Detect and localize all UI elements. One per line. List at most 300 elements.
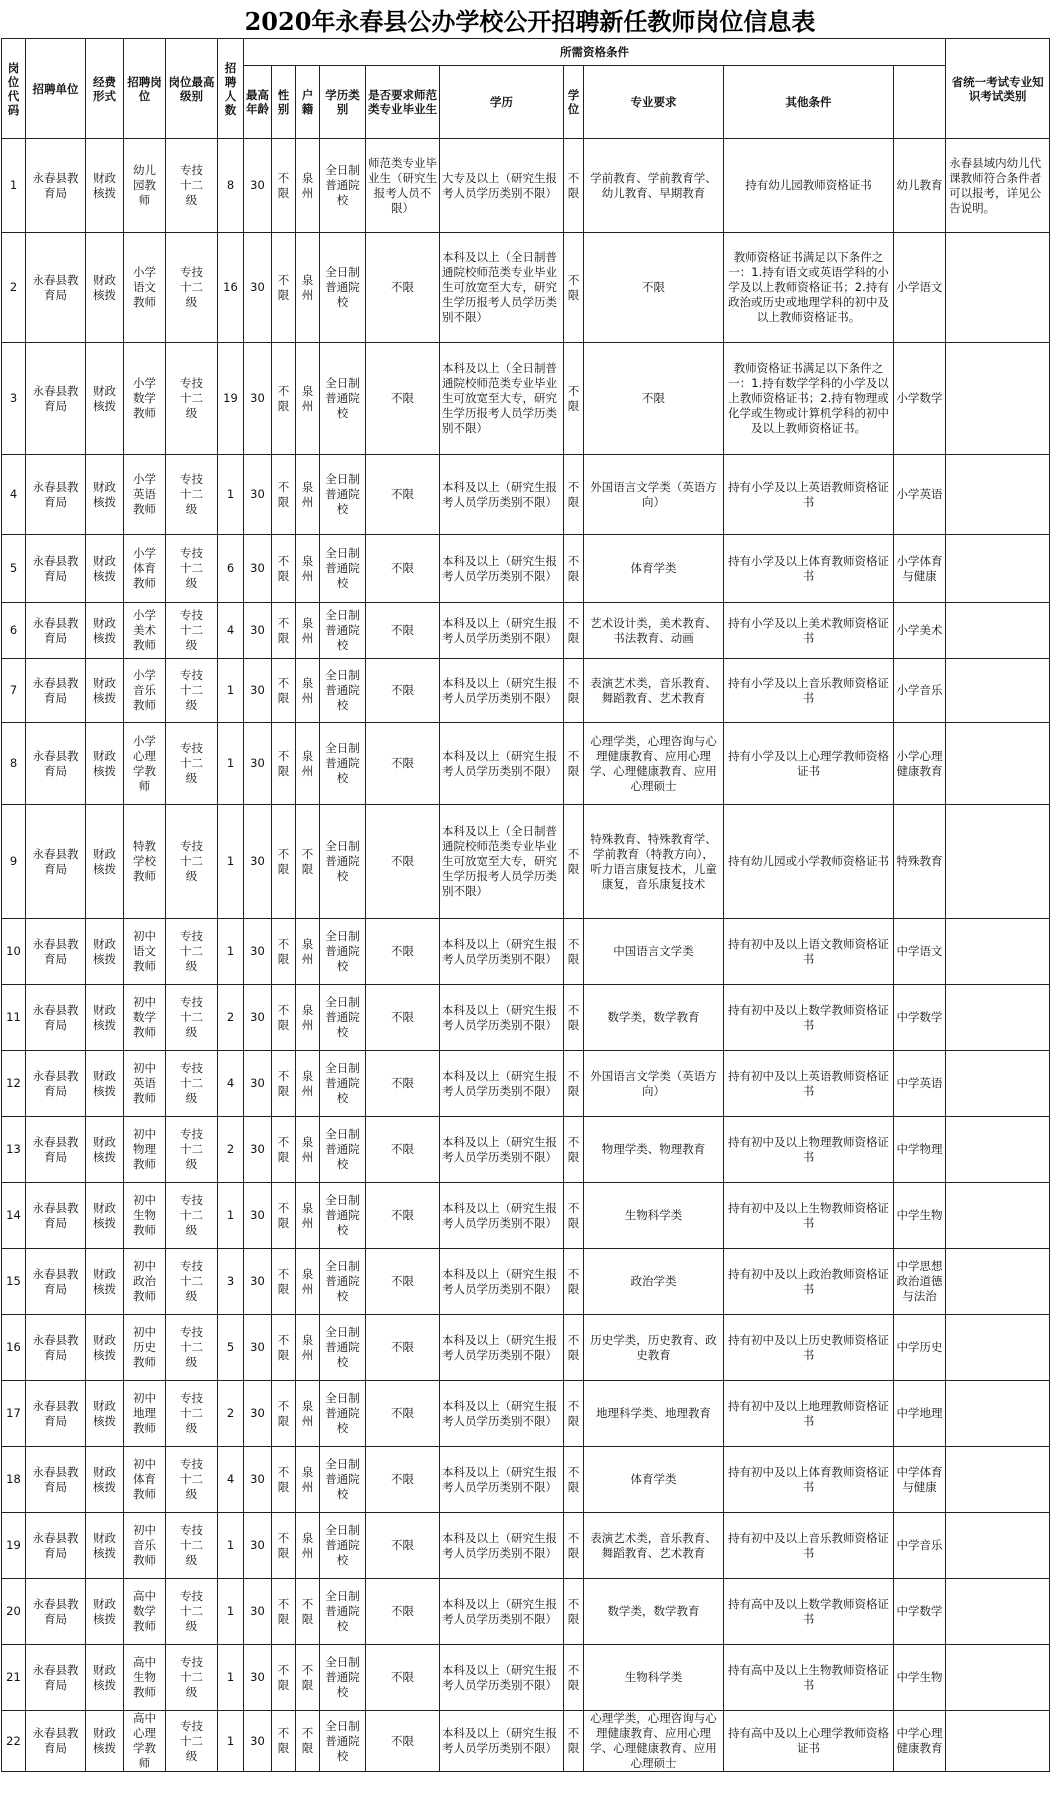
education-cell: 本科及以上（研究生报考人员学历类别不限） [440, 1579, 564, 1645]
post-cell: 小学美术教师 [124, 603, 166, 659]
exam-category-cell: 小学数学 [894, 343, 946, 455]
degree-cell: 不限 [564, 603, 584, 659]
degree-cell: 不限 [564, 805, 584, 919]
exam-category-cell: 小学音乐 [894, 659, 946, 723]
funding-cell: 财政核拨 [86, 723, 124, 805]
major-cell: 心理学类，心理咨询与心理健康教育、应用心理学、心理健康教育、应用心理硕士 [584, 1711, 724, 1772]
post-code-cell: 15 [2, 1249, 26, 1315]
hukou-cell: 泉州 [296, 985, 320, 1051]
count-cell: 2 [218, 1117, 244, 1183]
normal-school-cell: 师范类专业毕业生（研究生报考人员不限） [366, 139, 440, 233]
normal-school-cell: 不限 [366, 1513, 440, 1579]
education-cell: 本科及以上（研究生报考人员学历类别不限） [440, 603, 564, 659]
education-cell: 本科及以上（研究生报考人员学历类别不限） [440, 535, 564, 603]
unit-cell: 永春县教育局 [26, 1051, 86, 1117]
hukou-cell: 泉州 [296, 1315, 320, 1381]
hukou-cell: 泉州 [296, 723, 320, 805]
gender-cell: 不限 [272, 1579, 296, 1645]
count-cell: 1 [218, 1183, 244, 1249]
edu-type-cell: 全日制普通院校 [320, 1711, 366, 1772]
max-age-cell: 30 [244, 1579, 272, 1645]
edu-type-cell: 全日制普通院校 [320, 1579, 366, 1645]
post-code-cell: 19 [2, 1513, 26, 1579]
max-age-cell: 30 [244, 1513, 272, 1579]
max-age-cell: 30 [244, 1183, 272, 1249]
major-cell: 体育学类 [584, 535, 724, 603]
normal-school-cell: 不限 [366, 1579, 440, 1645]
unit-cell: 永春县教育局 [26, 919, 86, 985]
funding-cell: 财政核拨 [86, 1183, 124, 1249]
table-row [2, 1711, 1050, 1772]
normal-school-cell: 不限 [366, 723, 440, 805]
unit-cell: 永春县教育局 [26, 1249, 86, 1315]
count-cell: 1 [218, 919, 244, 985]
max-age-cell: 30 [244, 1381, 272, 1447]
edu-type-cell: 全日制普通院校 [320, 535, 366, 603]
gender-cell: 不限 [272, 1249, 296, 1315]
level-cell: 专技十二级 [166, 1183, 218, 1249]
edu-type-cell: 全日制普通院校 [320, 919, 366, 985]
level-cell: 专技十二级 [166, 1117, 218, 1183]
education-cell: 本科及以上（全日制普通院校师范类专业毕业生可放宽至大专，研究生学历报考人员学历类别不限） [440, 233, 564, 343]
education-cell: 本科及以上（全日制普通院校师范类专业毕业生可放宽至大专，研究生学历报考人员学历类别不限） [440, 805, 564, 919]
exam-category-cell: 中学心理健康教育 [894, 1711, 946, 1772]
edu-type-cell: 全日制普通院校 [320, 1051, 366, 1117]
normal-school-cell: 不限 [366, 1249, 440, 1315]
normal-school-cell: 不限 [366, 1711, 440, 1772]
other-conditions-cell: 持有初中及以上音乐教师资格证书 [724, 1513, 894, 1579]
header-gender: 性别 [272, 66, 296, 139]
header-unit: 招聘单位 [26, 39, 86, 139]
level-cell: 专技十二级 [166, 139, 218, 233]
max-age-cell: 30 [244, 233, 272, 343]
exam-category-cell: 中学语文 [894, 919, 946, 985]
edu-type-cell: 全日制普通院校 [320, 1381, 366, 1447]
gender-cell: 不限 [272, 659, 296, 723]
recruitment-table [1, 38, 1050, 1772]
funding-cell: 财政核拨 [86, 233, 124, 343]
table-row [2, 1447, 1050, 1513]
degree-cell: 不限 [564, 723, 584, 805]
edu-type-cell: 全日制普通院校 [320, 723, 366, 805]
edu-type-cell: 全日制普通院校 [320, 985, 366, 1051]
remarks-cell [946, 535, 1050, 603]
other-conditions-cell: 持有小学及以上美术教师资格证书 [724, 603, 894, 659]
gender-cell: 不限 [272, 455, 296, 535]
level-cell: 专技十二级 [166, 919, 218, 985]
education-cell: 本科及以上（研究生报考人员学历类别不限） [440, 1381, 564, 1447]
funding-cell: 财政核拨 [86, 1117, 124, 1183]
funding-cell: 财政核拨 [86, 1447, 124, 1513]
normal-school-cell: 不限 [366, 1051, 440, 1117]
post-code-cell: 7 [2, 659, 26, 723]
hukou-cell: 泉州 [296, 1381, 320, 1447]
major-cell: 数学类，数学教育 [584, 1579, 724, 1645]
table-row [2, 139, 1050, 233]
remarks-cell [946, 985, 1050, 1051]
count-cell: 5 [218, 1315, 244, 1381]
remarks-cell [946, 343, 1050, 455]
other-conditions-cell: 持有初中及以上数学教师资格证书 [724, 985, 894, 1051]
remarks-cell [946, 603, 1050, 659]
table-row [2, 455, 1050, 535]
gender-cell: 不限 [272, 1447, 296, 1513]
hukou-cell: 泉州 [296, 1051, 320, 1117]
exam-category-cell: 中学历史 [894, 1315, 946, 1381]
degree-cell: 不限 [564, 1447, 584, 1513]
level-cell: 专技十二级 [166, 535, 218, 603]
exam-category-cell: 中学体育与健康 [894, 1447, 946, 1513]
unit-cell: 永春县教育局 [26, 1645, 86, 1711]
edu-type-cell: 全日制普通院校 [320, 1183, 366, 1249]
max-age-cell: 30 [244, 1117, 272, 1183]
max-age-cell: 30 [244, 603, 272, 659]
count-cell: 4 [218, 603, 244, 659]
edu-type-cell: 全日制普通院校 [320, 1117, 366, 1183]
post-cell: 高中生物教师 [124, 1645, 166, 1711]
unit-cell: 永春县教育局 [26, 233, 86, 343]
normal-school-cell: 不限 [366, 1381, 440, 1447]
gender-cell: 不限 [272, 805, 296, 919]
post-code-cell: 16 [2, 1315, 26, 1381]
edu-type-cell: 全日制普通院校 [320, 805, 366, 919]
funding-cell: 财政核拨 [86, 985, 124, 1051]
post-code-cell: 9 [2, 805, 26, 919]
major-cell: 地理科学类、地理教育 [584, 1381, 724, 1447]
level-cell: 专技十二级 [166, 1249, 218, 1315]
edu-type-cell: 全日制普通院校 [320, 233, 366, 343]
post-code-cell: 17 [2, 1381, 26, 1447]
edu-type-cell: 全日制普通院校 [320, 603, 366, 659]
document-title: 2020年永春县公办学校公开招聘新任教师岗位信息表 [244, 7, 816, 36]
table-row [2, 1315, 1050, 1381]
table-row [2, 805, 1050, 919]
hukou-cell: 泉州 [296, 603, 320, 659]
exam-category-cell: 中学数学 [894, 985, 946, 1051]
exam-category-cell: 小学美术 [894, 603, 946, 659]
degree-cell: 不限 [564, 1381, 584, 1447]
max-age-cell: 30 [244, 1711, 272, 1772]
table-row [2, 1381, 1050, 1447]
level-cell: 专技十二级 [166, 1513, 218, 1579]
edu-type-cell: 全日制普通院校 [320, 1315, 366, 1381]
level-cell: 专技十二级 [166, 455, 218, 535]
degree-cell: 不限 [564, 1513, 584, 1579]
count-cell: 2 [218, 1381, 244, 1447]
max-age-cell: 30 [244, 805, 272, 919]
funding-cell: 财政核拨 [86, 1051, 124, 1117]
max-age-cell: 30 [244, 985, 272, 1051]
other-conditions-cell: 持有初中及以上体育教师资格证书 [724, 1447, 894, 1513]
funding-cell: 财政核拨 [86, 1315, 124, 1381]
normal-school-cell: 不限 [366, 1315, 440, 1381]
post-cell: 高中数学教师 [124, 1579, 166, 1645]
post-cell: 高中心理学教师 [124, 1711, 166, 1772]
other-conditions-cell: 持有初中及以上语文教师资格证书 [724, 919, 894, 985]
post-cell: 初中体育教师 [124, 1447, 166, 1513]
remarks-cell [946, 1381, 1050, 1447]
major-cell: 物理学类、物理教育 [584, 1117, 724, 1183]
remarks-cell [946, 659, 1050, 723]
gender-cell: 不限 [272, 985, 296, 1051]
unit-cell: 永春县教育局 [26, 723, 86, 805]
count-cell: 1 [218, 723, 244, 805]
edu-type-cell: 全日制普通院校 [320, 659, 366, 723]
remarks-cell [946, 1183, 1050, 1249]
other-conditions-cell: 教师资格证书满足以下条件之一：1.持有数学学科的小学及以上教师资格证书；2.持有物理或化学或生物或计算机学科的初中及以上教师资格证书。 [724, 343, 894, 455]
education-cell: 本科及以上（研究生报考人员学历类别不限） [440, 919, 564, 985]
education-cell: 本科及以上（研究生报考人员学历类别不限） [440, 1447, 564, 1513]
major-cell: 生物科学类 [584, 1645, 724, 1711]
major-cell: 不限 [584, 343, 724, 455]
hukou-cell: 泉州 [296, 139, 320, 233]
normal-school-cell: 不限 [366, 985, 440, 1051]
post-code-cell: 22 [2, 1711, 26, 1772]
exam-category-cell: 小学英语 [894, 455, 946, 535]
post-code-cell: 1 [2, 139, 26, 233]
degree-cell: 不限 [564, 343, 584, 455]
header-max-age: 最高年龄 [244, 66, 272, 139]
edu-type-cell: 全日制普通院校 [320, 1645, 366, 1711]
level-cell: 专技十二级 [166, 343, 218, 455]
post-cell: 初中语文教师 [124, 919, 166, 985]
hukou-cell: 不限 [296, 1579, 320, 1645]
unit-cell: 永春县教育局 [26, 1447, 86, 1513]
post-code-cell: 13 [2, 1117, 26, 1183]
exam-category-cell: 中学英语 [894, 1051, 946, 1117]
hukou-cell: 泉州 [296, 1117, 320, 1183]
exam-category-cell: 中学生物 [894, 1645, 946, 1711]
header-funding: 经费形式 [86, 39, 124, 139]
post-code-cell: 5 [2, 535, 26, 603]
post-code-cell: 14 [2, 1183, 26, 1249]
post-cell: 幼儿园教师 [124, 139, 166, 233]
major-cell: 表演艺术类，音乐教育、舞蹈教育、艺术教育 [584, 659, 724, 723]
funding-cell: 财政核拨 [86, 1711, 124, 1772]
header-hukou: 户籍 [296, 66, 320, 139]
post-code-cell: 21 [2, 1645, 26, 1711]
post-cell: 初中物理教师 [124, 1117, 166, 1183]
remarks-cell [946, 233, 1050, 343]
post-cell: 初中数学教师 [124, 985, 166, 1051]
edu-type-cell: 全日制普通院校 [320, 455, 366, 535]
major-cell: 历史学类，历史教育、政史教育 [584, 1315, 724, 1381]
edu-type-cell: 全日制普通院校 [320, 1249, 366, 1315]
gender-cell: 不限 [272, 1117, 296, 1183]
degree-cell: 不限 [564, 1117, 584, 1183]
header-edu-type: 学历类别 [320, 66, 366, 139]
gender-cell: 不限 [272, 535, 296, 603]
gender-cell: 不限 [272, 233, 296, 343]
gender-cell: 不限 [272, 1645, 296, 1711]
normal-school-cell: 不限 [366, 535, 440, 603]
degree-cell: 不限 [564, 659, 584, 723]
funding-cell: 财政核拨 [86, 1579, 124, 1645]
post-code-cell: 20 [2, 1579, 26, 1645]
normal-school-cell: 不限 [366, 603, 440, 659]
level-cell: 专技十二级 [166, 1579, 218, 1645]
table-row [2, 343, 1050, 455]
post-cell: 初中英语教师 [124, 1051, 166, 1117]
normal-school-cell: 不限 [366, 1117, 440, 1183]
exam-category-cell: 小学心理健康教育 [894, 723, 946, 805]
major-cell: 中国语言文学类 [584, 919, 724, 985]
normal-school-cell: 不限 [366, 659, 440, 723]
level-cell: 专技十二级 [166, 603, 218, 659]
education-cell: 本科及以上（研究生报考人员学历类别不限） [440, 1711, 564, 1772]
max-age-cell: 30 [244, 659, 272, 723]
major-cell: 数学类，数学教育 [584, 985, 724, 1051]
header-major: 专业要求 [584, 66, 724, 139]
level-cell: 专技十二级 [166, 659, 218, 723]
table-row [2, 985, 1050, 1051]
unit-cell: 永春县教育局 [26, 1381, 86, 1447]
level-cell: 专技十二级 [166, 1381, 218, 1447]
major-cell: 政治学类 [584, 1249, 724, 1315]
other-conditions-cell: 持有初中及以上政治教师资格证书 [724, 1249, 894, 1315]
count-cell: 1 [218, 1579, 244, 1645]
max-age-cell: 30 [244, 455, 272, 535]
post-cell: 特教学校教师 [124, 805, 166, 919]
post-cell: 小学音乐教师 [124, 659, 166, 723]
major-cell: 生物科学类 [584, 1183, 724, 1249]
education-cell: 本科及以上（研究生报考人员学历类别不限） [440, 1117, 564, 1183]
post-cell: 初中历史教师 [124, 1315, 166, 1381]
gender-cell: 不限 [272, 1711, 296, 1772]
funding-cell: 财政核拨 [86, 603, 124, 659]
remarks-cell [946, 1645, 1050, 1711]
education-cell: 本科及以上（研究生报考人员学历类别不限） [440, 1051, 564, 1117]
post-cell: 初中音乐教师 [124, 1513, 166, 1579]
count-cell: 3 [218, 1249, 244, 1315]
table-row [2, 535, 1050, 603]
other-conditions-cell: 教师资格证书满足以下条件之一：1.持有语文或英语学科的小学及以上教师资格证书；2.持有政治或历史或地理学科的初中及以上教师资格证书。 [724, 233, 894, 343]
post-cell: 小学心理学教师 [124, 723, 166, 805]
hukou-cell: 泉州 [296, 1447, 320, 1513]
post-cell: 初中生物教师 [124, 1183, 166, 1249]
unit-cell: 永春县教育局 [26, 603, 86, 659]
max-age-cell: 30 [244, 723, 272, 805]
level-cell: 专技十二级 [166, 1051, 218, 1117]
other-conditions-cell: 持有初中及以上生物教师资格证书 [724, 1183, 894, 1249]
funding-cell: 财政核拨 [86, 535, 124, 603]
funding-cell: 财政核拨 [86, 1249, 124, 1315]
other-conditions-cell: 持有初中及以上物理教师资格证书 [724, 1117, 894, 1183]
major-cell: 心理学类，心理咨询与心理健康教育、应用心理学、心理健康教育、应用心理硕士 [584, 723, 724, 805]
major-cell: 体育学类 [584, 1447, 724, 1513]
count-cell: 1 [218, 659, 244, 723]
funding-cell: 财政核拨 [86, 1513, 124, 1579]
degree-cell: 不限 [564, 139, 584, 233]
count-cell: 4 [218, 1051, 244, 1117]
post-code-cell: 12 [2, 1051, 26, 1117]
count-cell: 1 [218, 1645, 244, 1711]
education-cell: 本科及以上（研究生报考人员学历类别不限） [440, 1249, 564, 1315]
exam-category-cell: 中学音乐 [894, 1513, 946, 1579]
remarks-cell [946, 1249, 1050, 1315]
other-conditions-cell: 持有小学及以上英语教师资格证书 [724, 455, 894, 535]
header-normal-school: 是否要求师范类专业毕业生 [366, 66, 440, 139]
major-cell: 表演艺术类，音乐教育、舞蹈教育、艺术教育 [584, 1513, 724, 1579]
post-code-cell: 6 [2, 603, 26, 659]
header-education: 学历 [440, 66, 564, 139]
degree-cell: 不限 [564, 1315, 584, 1381]
post-code-cell: 8 [2, 723, 26, 805]
max-age-cell: 30 [244, 1051, 272, 1117]
education-cell: 本科及以上（研究生报考人员学历类别不限） [440, 455, 564, 535]
level-cell: 专技十二级 [166, 1645, 218, 1711]
level-cell: 专技十二级 [166, 805, 218, 919]
funding-cell: 财政核拨 [86, 1645, 124, 1711]
funding-cell: 财政核拨 [86, 659, 124, 723]
gender-cell: 不限 [272, 603, 296, 659]
other-conditions-cell: 持有高中及以上心理学教师资格证书 [724, 1711, 894, 1772]
exam-category-cell: 中学生物 [894, 1183, 946, 1249]
post-cell: 小学语文教师 [124, 233, 166, 343]
post-code-cell: 2 [2, 233, 26, 343]
level-cell: 专技十二级 [166, 1447, 218, 1513]
max-age-cell: 30 [244, 343, 272, 455]
max-age-cell: 30 [244, 1447, 272, 1513]
remarks-cell [946, 919, 1050, 985]
normal-school-cell: 不限 [366, 1183, 440, 1249]
unit-cell: 永春县教育局 [26, 1315, 86, 1381]
table-row [2, 603, 1050, 659]
remarks-cell [946, 1711, 1050, 1772]
degree-cell: 不限 [564, 455, 584, 535]
other-conditions-cell: 持有初中及以上历史教师资格证书 [724, 1315, 894, 1381]
count-cell: 1 [218, 455, 244, 535]
normal-school-cell: 不限 [366, 455, 440, 535]
gender-cell: 不限 [272, 343, 296, 455]
count-cell: 19 [218, 343, 244, 455]
education-cell: 本科及以上（研究生报考人员学历类别不限） [440, 659, 564, 723]
unit-cell: 永春县教育局 [26, 1579, 86, 1645]
other-conditions-cell: 持有初中及以上地理教师资格证书 [724, 1381, 894, 1447]
remarks-cell [946, 1051, 1050, 1117]
post-cell: 初中地理教师 [124, 1381, 166, 1447]
header-level: 岗位最高级别 [166, 39, 218, 139]
unit-cell: 永春县教育局 [26, 1183, 86, 1249]
remarks-cell [946, 1579, 1050, 1645]
unit-cell: 永春县教育局 [26, 985, 86, 1051]
other-conditions-cell: 持有初中及以上英语教师资格证书 [724, 1051, 894, 1117]
major-cell: 外国语言文学类（英语方向） [584, 1051, 724, 1117]
level-cell: 专技十二级 [166, 1315, 218, 1381]
degree-cell: 不限 [564, 919, 584, 985]
major-cell: 特殊教育、特殊教育学、学前教育（特教方向），听力语言康复技术，儿童康复，音乐康复技术 [584, 805, 724, 919]
other-conditions-cell: 持有高中及以上数学教师资格证书 [724, 1579, 894, 1645]
hukou-cell: 泉州 [296, 233, 320, 343]
level-cell: 专技十二级 [166, 985, 218, 1051]
table-row [2, 1249, 1050, 1315]
header-other: 其他条件 [724, 66, 894, 139]
post-code-cell: 18 [2, 1447, 26, 1513]
gender-cell: 不限 [272, 723, 296, 805]
gender-cell: 不限 [272, 1381, 296, 1447]
table-row [2, 1513, 1050, 1579]
header-post-code: 岗位代码 [2, 39, 26, 139]
post-code-cell: 3 [2, 343, 26, 455]
level-cell: 专技十二级 [166, 1711, 218, 1772]
table-row [2, 1117, 1050, 1183]
hukou-cell: 泉州 [296, 1513, 320, 1579]
education-cell: 本科及以上（研究生报考人员学历类别不限） [440, 1315, 564, 1381]
normal-school-cell: 不限 [366, 233, 440, 343]
unit-cell: 永春县教育局 [26, 1513, 86, 1579]
normal-school-cell: 不限 [366, 805, 440, 919]
level-cell: 专技十二级 [166, 233, 218, 343]
